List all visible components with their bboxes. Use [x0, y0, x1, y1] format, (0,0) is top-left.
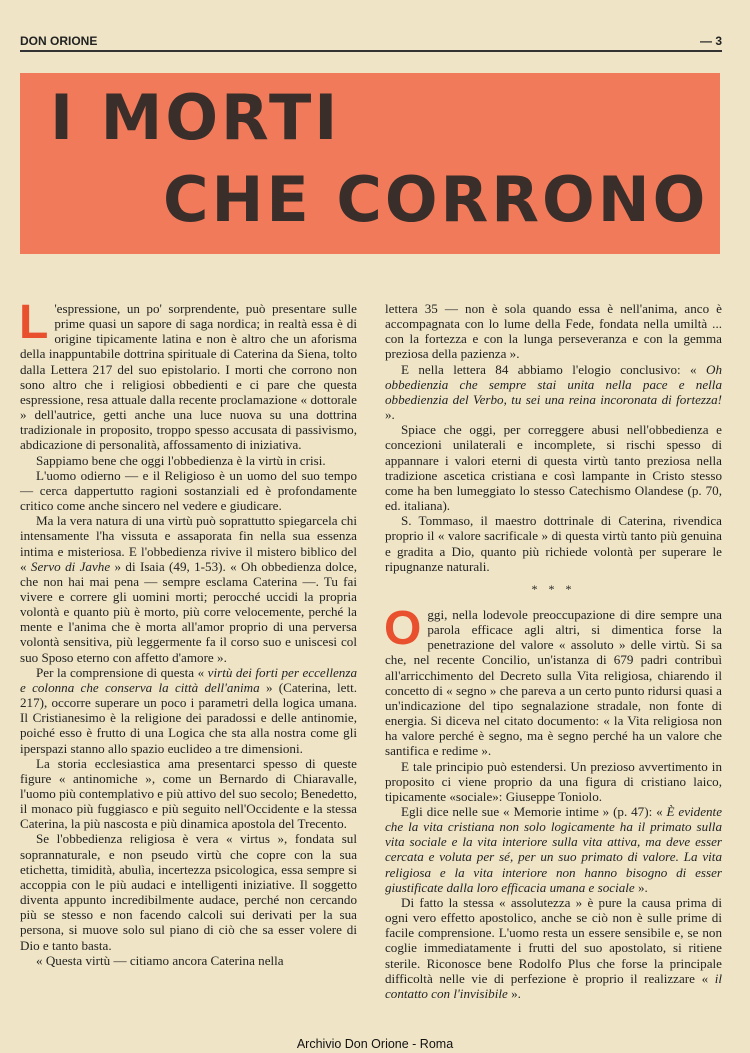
paragraph: Se l'obbedienza religiosa è vera « virtus », fondata sul soprannaturale, e non pseudo virtù che copre con la sua etichetta, timidità, abulìa, incertezza psicologica, essa sempre si accoppia con le più audaci e intelligenti iniziative. Il soggetto diventa appunto incredibilmente audace, perché non cercando più se stesso e non facendo calcoli sui derivati per la sua persona, si muove solo sul piano di ciò che sa esser volere di Dio e tanto basta.	[20, 831, 357, 953]
left-column	[19, 296, 358, 968]
paragraph: Egli dice nelle sue « Memorie intime » (p. 47): « È evidente che la vita cristiana non solo logicamente ha il primato sulla vita sociale e la vita interiore sulla vita attiva, ma deve esser cercata e voluta per sé, per un suo primato di valore. La vita religiosa e la vita interiore non hanno bisogno di esser giustificate dalla loro efficacia umana e sociale ».	[385, 804, 723, 895]
paragraph: E tale principio può estendersi. Un prezioso avvertimento in proposito ci viene proprio da una figura di cristiano laico, tipicamente «sociale»: Giuseppe Toniolo.	[385, 758, 722, 804]
title-line-2: CHE CORRONO	[163, 163, 709, 236]
paragraph: lettera 35 — non è sola quando essa è nell'anima, anco è accompagnata con lo lume della Fede, fondata nella umiltà ... con la fortezza e con la lunga perseveranza e con la gemma preziosa della pazienza ».	[385, 301, 722, 362]
magazine-name: DON ORIONE	[20, 34, 98, 48]
paragraph: Sappiamo bene che oggi l'obbedienza è la virtù in crisi.	[36, 452, 326, 468]
drop-cap: O	[384, 601, 422, 655]
paragraph: Oggi, nella lodevole preoccupazione di dire sempre una parola efficace agli altri, si dimentica forse la penetrazione del valore « assoluto » delle virtù. Si sa che, nel recente Concilio, un'istanza di 679 padri contribuì all'arricchimento del Decreto sulla Vita religiosa, chiarendo il concetto di « segno » che pareva a un certo punto ridursi quasi a un'indicazione del tipo segnalazione stradale, non fonte di energia. Si diceva nel citato documento: « la Vita religiosa non ha valore perché è segno, ma è segno perché ha un valore che santifica e redime ».	[384, 601, 722, 759]
paragraph: L 'espressione, un po' sorprendente, può presentare sulle prime quasi un sapore di saga nordica; in realtà essa è di origine tipicamente latina e non è altro che un aforisma della inappuntabile dottrina spirituale di Caterina da Siena, tolto dalla Lettera 217 del suo epistolario. I morti che corrono non sono altro che i religiosi obbedienti e ci pare che questa espressione, resa attuale dalla recente proclamazione « dottorale » dell'autrice, getti anche una luce nuova su una dottrina tradizionale in proposito, troppo spesso accusata di passivismo, abdicazione di personalità, affossamento di iniziativa.	[19, 296, 357, 453]
paragraph: L'uomo odierno — e il Religioso è un uomo del suo tempo — cerca dappertutto ragioni sostanziali ed è profondamente critico come anche sincero nel vedere e giudicare.	[20, 467, 357, 514]
drop-cap: L	[19, 296, 49, 349]
header-rule	[20, 50, 722, 52]
paragraph: Per la comprensione di questa « virtù dei forti per eccellenza e colonna che conserva la città dell'anima » (Caterina, lett. 217), occorre superare un poco i parametri della logica umana. Il Cristianesimo è la religione dei paradossi e delle antinomie, poiché esso è frutto di una Logica che sta alla nostra come gli iperspazi stanno allo spazio euclideo a tre dimensioni.	[20, 664, 358, 756]
archive-footer: Archivio Don Orione - Roma	[296, 1037, 454, 1051]
paragraph: Spiace che oggi, per correggere abusi nell'obbedienza e concezioni unilaterali e incomplete, si rischi spesso di appannare i valori eterni di questa virtù tanto preziosa nella tradizione ascetica cristiana e così lampante in Cristo stesso come ha ben lumeggiato lo stesso Catechismo Olandese (p. 70, ed. italiana).	[385, 422, 722, 514]
running-header	[20, 30, 722, 50]
title-line-1: I MORTI	[50, 81, 341, 154]
right-column	[385, 301, 722, 1001]
title-banner	[20, 73, 720, 254]
paragraph: « Questa virtù — citiamo ancora Caterina nella	[36, 952, 284, 968]
paragraph: S. Tommaso, il maestro dottrinale di Caterina, rivendica proprio il « valore sacrificale » di questa virtù tanto più genuina e gradita a Dio, quanto più richiede volontà per superare le ripugnanze naturali.	[385, 513, 722, 574]
paragraph: E nella lettera 84 abbiamo l'elogio conclusivo: « Oh obbedienzia che sempre stai unita nella pace e nella obbedienzia del Verbo, tu sei una reina incoronata di fortezza! ».	[385, 361, 722, 423]
section-separator: * * *	[531, 581, 576, 596]
paragraph: Di fatto la stessa « assolutezza » è pure la causa prima di ogni vero effetto apostolico, anche se ciò non è sulle prime di facile comprensione. L'uomo resta un essere sensibile e, se non coglie immediatamente i frutti del suo apostolato, si ritiene sterile. Riconosce bene Rodolfo Plus che forse la principale difficoltà nelle vie di perfezione è proprio il realizzare « il contatto con l'invisibile ».	[385, 894, 722, 1001]
paragraph: Ma la vera natura di una virtù può soprattutto spiegarcela chi intensamente l'ha vissuta e assaporata fin nella sua essenza intima e misteriosa. E l'obbedienza rivive il mistero biblico del « Servo di Javhe » di Isaia (49, 1-53). « Oh obbedienza dolce, che non hai mai pena — sempre esclama Caterina —. Tu fai vivere e correre gli uomini morti; perocché uccidi la propria volontà e quanto più è morto, più corre velocemente, perché la mente e l'anima che è morta all'amor proprio di una perversa volontà sensitiva, più leggermente fa il corso suo e uniscesi col suo Sposo eterno con affetto d'amore ».	[20, 513, 357, 665]
page-number: — 3	[699, 34, 722, 48]
paragraph: La storia ecclesiastica ama presentarci spesso di queste figure « antinomiche », come un Bernardo di Chiaravalle, l'uomo più contemplativo e più attivo del suo secolo; Benedetto, il monaco più fuggiasco e più seguito nell'Occidente e la stessa Caterina, la più nascosta e più dinamica apostola del Trecento.	[20, 755, 357, 832]
